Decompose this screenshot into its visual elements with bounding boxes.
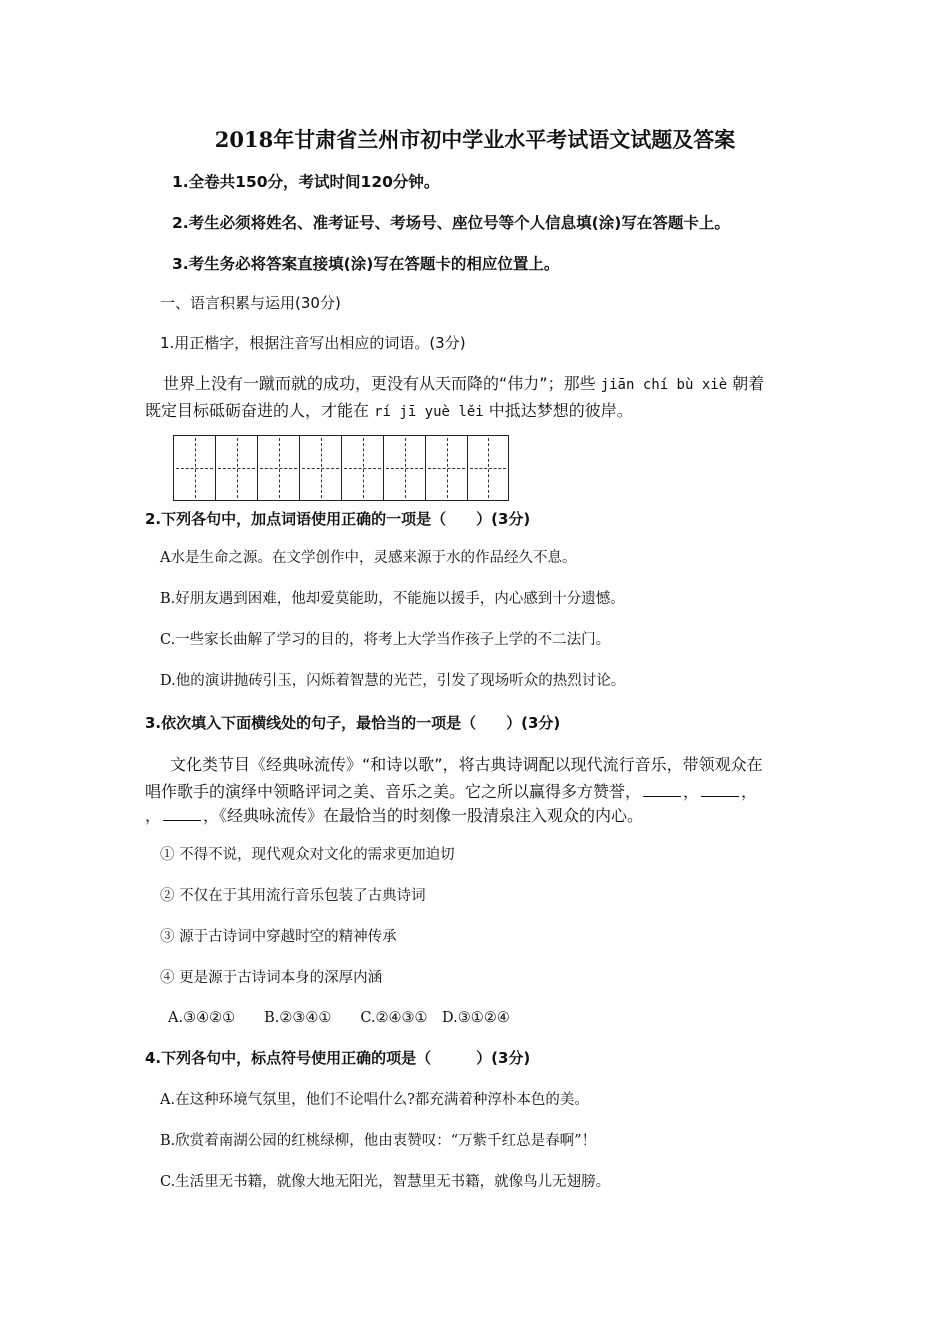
instruction-2: 2.考生必须将姓名、准考证号、考场号、座位号等个人信息填(涂)写在答题卡上。 bbox=[172, 214, 730, 232]
question-3-stem: 3.依次填入下面横线处的句子，最恰当的一项是（ ）(3分) bbox=[145, 714, 561, 732]
question-3-para-line-1: 文化类节目《经典咏流传》“和诗以歌”，将古典诗调配以现代流行音乐，带领观众在 bbox=[170, 755, 763, 774]
grid-cell[interactable] bbox=[342, 436, 384, 500]
blank-1[interactable] bbox=[643, 782, 681, 797]
question-1-stem: 1.用正楷字，根据注音写出相应的词语。(3分) bbox=[160, 334, 466, 352]
q3-para-text-b: ，《经典咏流传》在最恰当的时刻像一股清泉注入观众的内心。 bbox=[203, 806, 644, 825]
instruction-1: 1.全卷共150分，考试时间120分钟。 bbox=[172, 173, 440, 191]
question-4-option-a: A.在这种环境气氛里，他们不论唱什么?都充满着种淳朴本色的美。 bbox=[160, 1092, 589, 1108]
q1-text-c: 既定目标砥砺奋进的人，才能在 bbox=[145, 401, 370, 420]
question-2-stem: 2.下列各句中，加点词语使用正确的一项是（ ）(3分) bbox=[145, 510, 531, 528]
question-4-option-c: C.生活里无书籍，就像大地无阳光，智慧里无书籍，就像鸟儿无翅膀。 bbox=[160, 1174, 611, 1190]
question-3-para-line-3 bbox=[145, 802, 825, 829]
grid-cell[interactable] bbox=[216, 436, 258, 500]
question-3-item-2: ② 不仅在于其用流行音乐包装了古典诗词 bbox=[160, 888, 426, 904]
answer-grid[interactable] bbox=[173, 435, 509, 501]
blank-2[interactable] bbox=[701, 782, 739, 797]
q1-pinyin-2: rí jī yuè lěi bbox=[374, 404, 484, 420]
blank-3[interactable] bbox=[163, 806, 201, 821]
question-4-stem: 4.下列各句中，标点符号使用正确的项是（ ）(3分) bbox=[145, 1049, 531, 1067]
grid-cell[interactable] bbox=[258, 436, 300, 500]
q1-text-b: 朝着 bbox=[732, 374, 765, 393]
grid-cell[interactable] bbox=[384, 436, 426, 500]
document-title: 2018年甘肃省兰州市初中学业水平考试语文试题及答案 bbox=[214, 127, 736, 152]
q3-para-text: 唱作歌手的演绎中领略评词之美、音乐之美。它之所以赢得多方赞誉， bbox=[145, 782, 642, 801]
q1-text-d: 中抵达梦想的彼岸。 bbox=[488, 401, 633, 420]
grid-cell[interactable] bbox=[174, 436, 216, 500]
instruction-3: 3.考生务必将答案直接填(涂)写在答题卡的相应位置上。 bbox=[172, 255, 560, 273]
grid-cell[interactable] bbox=[426, 436, 468, 500]
q1-text-a: 世界上没有一蹴而就的成功，更没有从天而降的“伟力”；那些 bbox=[163, 374, 596, 393]
grid-cell[interactable] bbox=[300, 436, 342, 500]
q1-pinyin-1: jiān chí bù xiè bbox=[600, 377, 728, 393]
question-2-option-d: D.他的演讲抛砖引玉，闪烁着智慧的光芒，引发了现场听众的热烈讨论。 bbox=[160, 673, 626, 689]
question-3-item-1: ① 不得不说，现代观众对文化的需求更加迫切 bbox=[160, 847, 455, 863]
question-2-option-c: C.一些家长曲解了学习的目的，将考上大学当作孩子上学的不二法门。 bbox=[160, 632, 611, 648]
grid-cell[interactable] bbox=[468, 436, 508, 500]
question-3-para-line-2: 唱作歌手的演绎中领略评词之美、音乐之美。它之所以赢得多方赞誉， ， ， bbox=[145, 782, 758, 801]
question-1-line-1 bbox=[163, 370, 843, 399]
question-4-option-b: B.欣赏着南湖公园的红桃绿柳，他由衷赞叹：“万紫千红总是春啊”！ bbox=[160, 1133, 597, 1149]
question-2-option-a: A水是生命之源。在文学创作中，灵感来源于水的作品经久不息。 bbox=[160, 550, 577, 566]
question-3-choices: A.③④②① B.②③④① C.②④③① D.③①②④ bbox=[168, 1010, 510, 1026]
question-3-item-3: ③ 源于古诗词中穿越时空的精神传承 bbox=[160, 929, 397, 945]
section-heading: 一、语言积累与运用(30分) bbox=[160, 294, 341, 312]
q3-para-text-a: ， bbox=[145, 806, 162, 825]
question-1-line-2 bbox=[145, 397, 825, 426]
question-2-option-b: B.好朋友遇到困难，他却爱莫能助，不能施以援手，内心感到十分遗憾。 bbox=[160, 591, 625, 607]
question-3-item-4: ④ 更是源于古诗词本身的深厚内涵 bbox=[160, 970, 383, 986]
